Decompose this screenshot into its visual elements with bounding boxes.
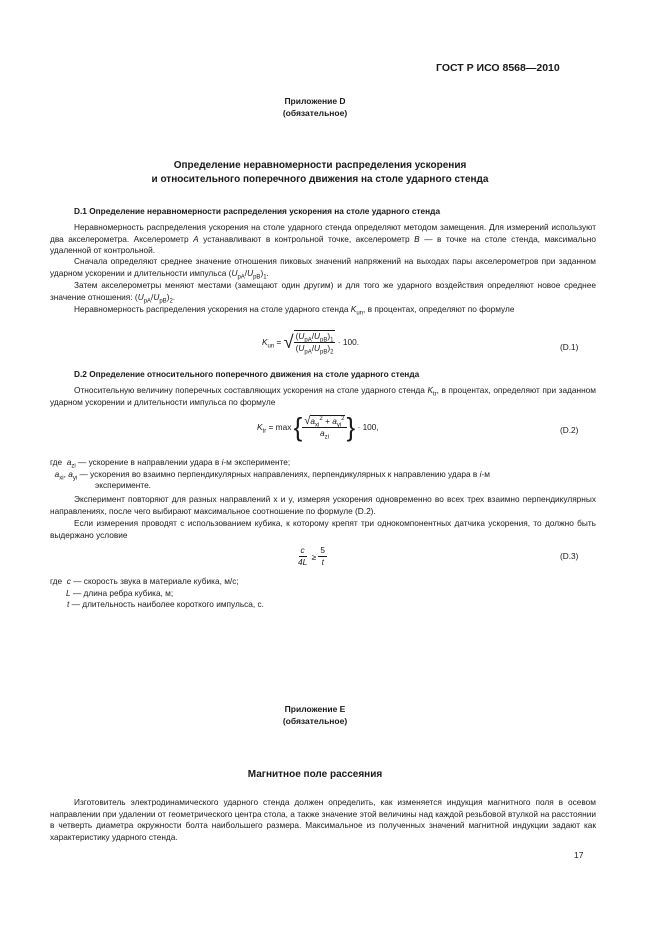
section-d1-heading: D.1 Определение неравномерности распределения ускорения на столе ударного стенда bbox=[74, 206, 441, 216]
equation-d2-number: (D.2) bbox=[560, 425, 579, 435]
equation-d3: $\frac{c}{4L}$ ≥ $\frac{5}{t}$ bbox=[298, 545, 326, 567]
equation-d3-number: (D.3) bbox=[560, 551, 579, 561]
glossary-item-l: L — длина ребра кубика, м; bbox=[66, 587, 174, 598]
d1-paragraph-2: Сначала определяют среднее значение отношения пиковых значений напряжений на выходах пары акселерометров при заданном ударном ускорении и длительности импульса $(U_{pA}/U_{pB})_1$. bbox=[50, 256, 596, 281]
appendix-e-title: Приложение E bbox=[284, 704, 346, 714]
equation-d1: $K_{un}$ = √ $\frac{(U_{pA}/U_{pB})_1}{(U_{pA}/U_{pB})_2}$ · 100. bbox=[262, 331, 359, 356]
page-number: 17 bbox=[574, 850, 584, 860]
glossary-d2 bbox=[50, 457, 596, 492]
appendix-d-heading-2: и относительного поперечного движения на столе ударного стенда bbox=[151, 174, 489, 185]
glossary-item-azi: где $a_{zi}$ — ускорение в направлении удара в i-м эксперименте; bbox=[50, 457, 291, 470]
appendix-e-status: (обязательное) bbox=[282, 716, 348, 726]
d1-paragraph-4: Неравномерность распределения ускорения на столе ударного стенда $K_{un}$, в процентах, определяют по формуле bbox=[74, 304, 515, 317]
appendix-d-heading-1: Определение неравномерности распределения ускорения bbox=[173, 160, 467, 171]
d1-paragraph-1: Неравномерность распределения ускорения на столе ударного стенда определяют методом замещения. Для измерений используют два акселерометра. Акселерометр A устанавливают в контрольной точке, акселерометр B — в точке на столе стенда, максимально удаленной от контрольной. bbox=[50, 222, 596, 256]
appendix-e-paragraph: Изготовитель электродинамического ударного стенда должен определить, как изменяется индукция магнитного поля в осевом направлении при удалении от геометрического центра стола, а также значение этой величины над каждой резьбовой втулкой на расстоянии в четверть диаметра окружности болта наибольшего размера. Максимальное из полученных значений магнитной индукции задают как характеристику ударного стенда. bbox=[50, 797, 596, 842]
glossary-item-t: t — длительность наиболее короткого импульса, с. bbox=[67, 599, 264, 610]
glossary-item-c: где c — скорость звука в материале кубика, м/с; bbox=[50, 576, 239, 586]
glossary-d3 bbox=[50, 576, 596, 611]
appendix-d-title: Приложение D bbox=[284, 96, 346, 106]
d2-paragraph-3: Если измерения проводят с использованием кубика, к которому крепят три однокомпонентных датчика ускорения, то должно быть выдержано условие bbox=[50, 518, 596, 540]
d1-paragraph-3: Затем акселерометры меняют местами (замещают один другим) и для того же ударного воздействия определяют новое среднее значение отношения: $(U_{pA}/U_{pB})_2$. bbox=[50, 280, 596, 305]
standard-header: ГОСТ Р ИСО 8568—2010 bbox=[436, 62, 560, 74]
glossary-item-cont: эксперименте. bbox=[95, 480, 151, 491]
d2-paragraph-1: Относительную величину поперечных составляющих ускорения на столе ударного стенда $K_{tr}$, в процентах, определяют при заданном ударном ускорении и длительности импульса по формуле bbox=[50, 385, 596, 407]
d2-paragraph-2: Эксперимент повторяют для разных направлений x и y, измеряя ускорения одновременно во всех трех взаимно перпендикулярных направлениях, после чего выбирают максимальное соотношение по формуле (D.2). bbox=[50, 494, 596, 516]
glossary-item-axi-ayi: $a_{xi}$, $a_{yi}$ — ускорения во взаимно перпендикулярных направлениях, перпендикулярных к направлению удара в i-м bbox=[50, 468, 490, 482]
appendix-e-heading: Магнитное поле рассеяния bbox=[247, 769, 383, 780]
section-d2-heading: D.2 Определение относительного поперечного движения на столе ударного стенда bbox=[74, 369, 420, 379]
appendix-d-status: (обязательное) bbox=[282, 108, 348, 118]
equation-d2: $K_{tr} = \max$ { $\frac{√a_{xi}^2 + a_{yi}^2}{a_{zi}}$ } · 100, bbox=[257, 412, 379, 442]
equation-d1-number: (D.1) bbox=[560, 342, 579, 352]
